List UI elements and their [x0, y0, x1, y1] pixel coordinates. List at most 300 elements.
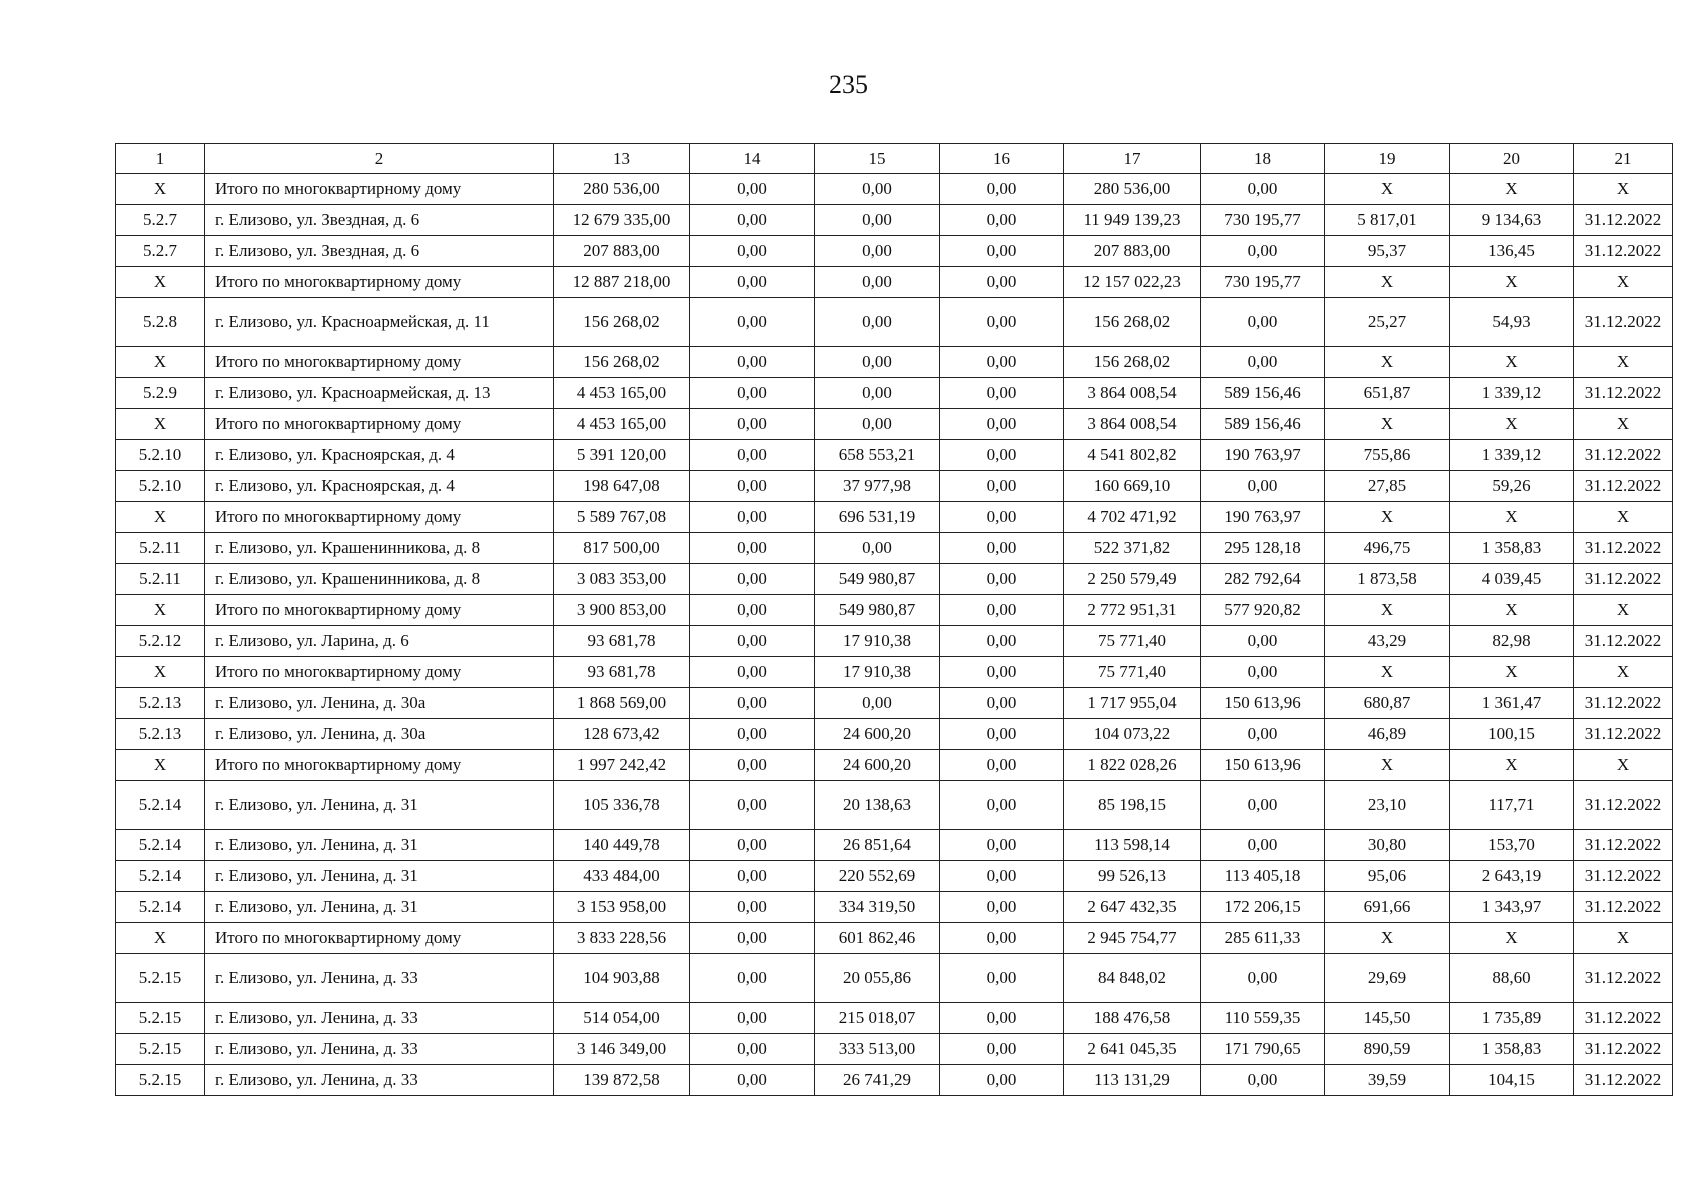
table-cell: 30,80 [1325, 830, 1450, 861]
table-cell: 5.2.15 [116, 1065, 205, 1096]
table-row [116, 1003, 1673, 1034]
table-cell: X [1574, 502, 1673, 533]
table-cell: 0,00 [815, 533, 940, 564]
table-cell: 334 319,50 [815, 892, 940, 923]
table-cell: X [1450, 657, 1574, 688]
table-cell: 1 822 028,26 [1064, 750, 1201, 781]
table-cell: 31.12.2022 [1574, 892, 1673, 923]
table-cell: 5.2.7 [116, 205, 205, 236]
table-cell: 0,00 [940, 502, 1064, 533]
table-cell: 29,69 [1325, 954, 1450, 1003]
table-cell: 0,00 [940, 205, 1064, 236]
table-cell: 17 910,38 [815, 657, 940, 688]
table-cell: 1 339,12 [1450, 440, 1574, 471]
header-cell: 17 [1064, 144, 1201, 174]
table-cell: 93 681,78 [554, 657, 690, 688]
table-cell: 0,00 [940, 267, 1064, 298]
table-cell: 577 920,82 [1201, 595, 1325, 626]
table-cell: 5.2.11 [116, 564, 205, 595]
table-cell: г. Елизово, ул. Красноармейская, д. 11 [205, 298, 554, 347]
table-cell: X [1574, 347, 1673, 378]
table-cell: 150 613,96 [1201, 688, 1325, 719]
table-cell: 1 358,83 [1450, 1034, 1574, 1065]
table-cell: 0,00 [940, 378, 1064, 409]
table-cell: 285 611,33 [1201, 923, 1325, 954]
table-cell: 0,00 [940, 1065, 1064, 1096]
table-cell: 0,00 [1201, 781, 1325, 830]
table-cell: 85 198,15 [1064, 781, 1201, 830]
table-cell: 5.2.13 [116, 688, 205, 719]
table-row [116, 719, 1673, 750]
table-cell: 31.12.2022 [1574, 781, 1673, 830]
table-cell: 1 717 955,04 [1064, 688, 1201, 719]
table-cell: 207 883,00 [554, 236, 690, 267]
table-cell: 5.2.14 [116, 892, 205, 923]
table-cell: 5.2.14 [116, 781, 205, 830]
table-cell: X [1450, 750, 1574, 781]
table-cell: X [1574, 409, 1673, 440]
table-cell: 31.12.2022 [1574, 236, 1673, 267]
table-cell: X [1574, 267, 1673, 298]
table-cell: 3 864 008,54 [1064, 378, 1201, 409]
table-cell: 1 997 242,42 [554, 750, 690, 781]
table-cell: 549 980,87 [815, 595, 940, 626]
table-cell: 0,00 [690, 409, 815, 440]
table-cell: 2 250 579,49 [1064, 564, 1201, 595]
header-cell: 18 [1201, 144, 1325, 174]
table-cell: 0,00 [1201, 471, 1325, 502]
table-cell: г. Елизово, ул. Звездная, д. 6 [205, 205, 554, 236]
table-cell: X [116, 923, 205, 954]
table-cell: 31.12.2022 [1574, 719, 1673, 750]
table-cell: 95,37 [1325, 236, 1450, 267]
table-cell: 0,00 [815, 298, 940, 347]
table-cell: 0,00 [690, 1065, 815, 1096]
table-cell: 198 647,08 [554, 471, 690, 502]
table-cell: г. Елизово, ул. Красноярская, д. 4 [205, 471, 554, 502]
table-cell: г. Елизово, ул. Ленина, д. 33 [205, 1003, 554, 1034]
table-cell: 0,00 [1201, 626, 1325, 657]
table-cell: 0,00 [940, 471, 1064, 502]
table-cell: 0,00 [690, 861, 815, 892]
table-cell: X [1450, 347, 1574, 378]
table-cell: 0,00 [940, 750, 1064, 781]
table-cell: 139 872,58 [554, 1065, 690, 1096]
table-cell: X [1450, 267, 1574, 298]
table-cell: 140 449,78 [554, 830, 690, 861]
table-cell: 0,00 [1201, 954, 1325, 1003]
table-row [116, 626, 1673, 657]
table-cell: 589 156,46 [1201, 409, 1325, 440]
table-cell: 117,71 [1450, 781, 1574, 830]
table-cell: 0,00 [940, 595, 1064, 626]
table-cell: 0,00 [940, 347, 1064, 378]
table-cell: X [116, 267, 205, 298]
table-cell: 0,00 [940, 564, 1064, 595]
table-cell: X [1450, 595, 1574, 626]
table-cell: 2 643,19 [1450, 861, 1574, 892]
table-cell: 0,00 [690, 205, 815, 236]
table-cell: 75 771,40 [1064, 657, 1201, 688]
table-cell: 0,00 [690, 564, 815, 595]
table-cell: 26 851,64 [815, 830, 940, 861]
table-cell: 136,45 [1450, 236, 1574, 267]
table-cell: 0,00 [690, 626, 815, 657]
table-cell: 1 358,83 [1450, 533, 1574, 564]
table-cell: 0,00 [940, 657, 1064, 688]
table-cell: X [1450, 923, 1574, 954]
table-cell: 5.2.12 [116, 626, 205, 657]
table-cell: 0,00 [690, 1034, 815, 1065]
table-cell: 0,00 [690, 174, 815, 205]
table-cell: 11 949 139,23 [1064, 205, 1201, 236]
table-cell: 12 887 218,00 [554, 267, 690, 298]
table-cell: 0,00 [690, 781, 815, 830]
table-cell: 3 864 008,54 [1064, 409, 1201, 440]
table-cell: 0,00 [690, 502, 815, 533]
table-cell: X [116, 347, 205, 378]
table-cell: 0,00 [690, 471, 815, 502]
table-cell: Итого по многоквартирному дому [205, 595, 554, 626]
table-row [116, 892, 1673, 923]
table-cell: 0,00 [815, 267, 940, 298]
table-cell: 1 339,12 [1450, 378, 1574, 409]
table-row [116, 471, 1673, 502]
header-cell: 19 [1325, 144, 1450, 174]
table-cell: 0,00 [690, 657, 815, 688]
table-row [116, 1065, 1673, 1096]
table-row [116, 830, 1673, 861]
table-cell: 5.2.10 [116, 471, 205, 502]
table-cell: 2 641 045,35 [1064, 1034, 1201, 1065]
table-row [116, 298, 1673, 347]
data-table [115, 143, 1673, 1096]
table-cell: г. Елизово, ул. Красноярская, д. 4 [205, 440, 554, 471]
table-cell: X [1325, 409, 1450, 440]
table-cell: 0,00 [1201, 236, 1325, 267]
table-cell: X [116, 750, 205, 781]
table-cell: 730 195,77 [1201, 267, 1325, 298]
table-cell: X [1574, 923, 1673, 954]
table-cell: 0,00 [940, 1034, 1064, 1065]
table-cell: 31.12.2022 [1574, 861, 1673, 892]
header-cell: 15 [815, 144, 940, 174]
table-cell: 433 484,00 [554, 861, 690, 892]
table-cell: 5.2.10 [116, 440, 205, 471]
table-cell: 2 772 951,31 [1064, 595, 1201, 626]
table-cell: 0,00 [940, 1003, 1064, 1034]
table-cell: 31.12.2022 [1574, 626, 1673, 657]
table-cell: 31.12.2022 [1574, 205, 1673, 236]
table-row [116, 205, 1673, 236]
table-cell: 0,00 [940, 719, 1064, 750]
table-row [116, 657, 1673, 688]
table-cell: 0,00 [940, 626, 1064, 657]
table-cell: X [1574, 657, 1673, 688]
table-cell: 549 980,87 [815, 564, 940, 595]
table-cell: 282 792,64 [1201, 564, 1325, 595]
table-cell: 280 536,00 [1064, 174, 1201, 205]
table-cell: 3 153 958,00 [554, 892, 690, 923]
table-cell: 5.2.14 [116, 830, 205, 861]
table-cell: X [1325, 657, 1450, 688]
table-cell: 0,00 [690, 236, 815, 267]
table-cell: 190 763,97 [1201, 440, 1325, 471]
table-cell: г. Елизово, ул. Ленина, д. 31 [205, 830, 554, 861]
table-cell: г. Елизово, ул. Ларина, д. 6 [205, 626, 554, 657]
table-cell: 4 541 802,82 [1064, 440, 1201, 471]
table-cell: 12 157 022,23 [1064, 267, 1201, 298]
table-cell: 31.12.2022 [1574, 954, 1673, 1003]
table-cell: 0,00 [815, 205, 940, 236]
table-cell: 0,00 [690, 533, 815, 564]
table-cell: 0,00 [690, 830, 815, 861]
table-cell: X [1450, 502, 1574, 533]
table-cell: X [1450, 409, 1574, 440]
table-cell: 31.12.2022 [1574, 1003, 1673, 1034]
header-cell: 21 [1574, 144, 1673, 174]
table-cell: 0,00 [940, 781, 1064, 830]
table-row [116, 409, 1673, 440]
table-cell: 5.2.15 [116, 1034, 205, 1065]
table-cell: Итого по многоквартирному дому [205, 923, 554, 954]
table-cell: 93 681,78 [554, 626, 690, 657]
table-cell: 0,00 [1201, 174, 1325, 205]
table-cell: 0,00 [690, 298, 815, 347]
table-cell: 5.2.14 [116, 861, 205, 892]
table-cell: 3 833 228,56 [554, 923, 690, 954]
page-number: 235 [829, 70, 868, 99]
table-cell: 333 513,00 [815, 1034, 940, 1065]
table-cell: 5.2.8 [116, 298, 205, 347]
table-cell: 696 531,19 [815, 502, 940, 533]
table-cell: 160 669,10 [1064, 471, 1201, 502]
table-cell: 188 476,58 [1064, 1003, 1201, 1034]
table-cell: 0,00 [690, 267, 815, 298]
table-body [116, 144, 1673, 1096]
table-row [116, 236, 1673, 267]
table-cell: 190 763,97 [1201, 502, 1325, 533]
table-cell: 23,10 [1325, 781, 1450, 830]
table-cell: Итого по многоквартирному дому [205, 409, 554, 440]
table-row [116, 861, 1673, 892]
table-cell: 75 771,40 [1064, 626, 1201, 657]
table-cell: 651,87 [1325, 378, 1450, 409]
table-cell: 4 453 165,00 [554, 409, 690, 440]
table-cell: 0,00 [940, 892, 1064, 923]
table-cell: 88,60 [1450, 954, 1574, 1003]
table-cell: 5 391 120,00 [554, 440, 690, 471]
header-cell: 20 [1450, 144, 1574, 174]
table-cell: 113 598,14 [1064, 830, 1201, 861]
table-cell: 128 673,42 [554, 719, 690, 750]
table-cell: 2 647 432,35 [1064, 892, 1201, 923]
table-cell: 150 613,96 [1201, 750, 1325, 781]
table-row [116, 1034, 1673, 1065]
table-cell: 39,59 [1325, 1065, 1450, 1096]
table-cell: 4 702 471,92 [1064, 502, 1201, 533]
table-cell: г. Елизово, ул. Ленина, д. 31 [205, 861, 554, 892]
table-cell: 145,50 [1325, 1003, 1450, 1034]
table-cell: 0,00 [940, 174, 1064, 205]
table-cell: 43,29 [1325, 626, 1450, 657]
table-cell: X [1325, 502, 1450, 533]
table-row [116, 502, 1673, 533]
table-cell: 0,00 [690, 892, 815, 923]
table-cell: 84 848,02 [1064, 954, 1201, 1003]
table-cell: 0,00 [940, 954, 1064, 1003]
table-cell: 1 868 569,00 [554, 688, 690, 719]
table-cell: 0,00 [690, 923, 815, 954]
table-cell: 172 206,15 [1201, 892, 1325, 923]
table-cell: 0,00 [815, 688, 940, 719]
table-row [116, 954, 1673, 1003]
table-cell: 1 735,89 [1450, 1003, 1574, 1034]
table-cell: 104 903,88 [554, 954, 690, 1003]
table-cell: X [1325, 923, 1450, 954]
table-cell: 1 361,47 [1450, 688, 1574, 719]
header-cell: 2 [205, 144, 554, 174]
table-cell: 680,87 [1325, 688, 1450, 719]
table-cell: 0,00 [815, 409, 940, 440]
table-cell: 12 679 335,00 [554, 205, 690, 236]
table-cell: 31.12.2022 [1574, 533, 1673, 564]
table-cell: 31.12.2022 [1574, 471, 1673, 502]
table-cell: 17 910,38 [815, 626, 940, 657]
table-cell: 3 083 353,00 [554, 564, 690, 595]
table-cell: 31.12.2022 [1574, 298, 1673, 347]
table-cell: г. Елизово, ул. Ленина, д. 33 [205, 1034, 554, 1065]
table-row [116, 378, 1673, 409]
table-cell: X [1325, 750, 1450, 781]
table-cell: 514 054,00 [554, 1003, 690, 1034]
table-cell: г. Елизово, ул. Ленина, д. 30а [205, 719, 554, 750]
table-cell: 5 589 767,08 [554, 502, 690, 533]
table-cell: г. Елизово, ул. Крашенинникова, д. 8 [205, 564, 554, 595]
table-cell: X [1574, 174, 1673, 205]
table-row [116, 781, 1673, 830]
table-row [116, 595, 1673, 626]
table-cell: X [1574, 595, 1673, 626]
table-cell: 691,66 [1325, 892, 1450, 923]
table-cell: 0,00 [940, 236, 1064, 267]
table-cell: 1 873,58 [1325, 564, 1450, 595]
table-cell: 31.12.2022 [1574, 688, 1673, 719]
table-cell: 153,70 [1450, 830, 1574, 861]
table-row [116, 440, 1673, 471]
table-cell: 280 536,00 [554, 174, 690, 205]
table-row [116, 564, 1673, 595]
table-cell: 100,15 [1450, 719, 1574, 750]
table-cell: 5.2.15 [116, 1003, 205, 1034]
table-cell: 0,00 [1201, 657, 1325, 688]
table-cell: 0,00 [940, 298, 1064, 347]
table-cell: 0,00 [815, 347, 940, 378]
table-row [116, 267, 1673, 298]
table-cell: X [1574, 750, 1673, 781]
table-cell: Итого по многоквартирному дому [205, 502, 554, 533]
table-cell: 0,00 [690, 378, 815, 409]
table-cell: 215 018,07 [815, 1003, 940, 1034]
table-cell: г. Елизово, ул. Ленина, д. 31 [205, 781, 554, 830]
table-cell: Итого по многоквартирному дому [205, 174, 554, 205]
table-cell: 730 195,77 [1201, 205, 1325, 236]
table-cell: 31.12.2022 [1574, 440, 1673, 471]
table-row [116, 688, 1673, 719]
table-cell: 20 138,63 [815, 781, 940, 830]
table-cell: Итого по многоквартирному дому [205, 347, 554, 378]
table-cell: 522 371,82 [1064, 533, 1201, 564]
table-cell: 755,86 [1325, 440, 1450, 471]
table-cell: 99 526,13 [1064, 861, 1201, 892]
header-cell: 1 [116, 144, 205, 174]
table-cell: 0,00 [940, 688, 1064, 719]
table-cell: X [1325, 347, 1450, 378]
table-cell: X [1450, 174, 1574, 205]
table-cell: 4 453 165,00 [554, 378, 690, 409]
table-cell: 0,00 [1201, 347, 1325, 378]
header-cell: 16 [940, 144, 1064, 174]
table-cell: 601 862,46 [815, 923, 940, 954]
table-cell: 156 268,02 [1064, 347, 1201, 378]
table-cell: 27,85 [1325, 471, 1450, 502]
table-cell: 5.2.15 [116, 954, 205, 1003]
table-cell: 2 945 754,77 [1064, 923, 1201, 954]
table-cell: 0,00 [1201, 298, 1325, 347]
table-cell: 0,00 [690, 440, 815, 471]
table-cell: 0,00 [690, 595, 815, 626]
table-cell: 3 146 349,00 [554, 1034, 690, 1065]
table-cell: 0,00 [1201, 719, 1325, 750]
table-cell: г. Елизово, ул. Ленина, д. 30а [205, 688, 554, 719]
table-cell: 82,98 [1450, 626, 1574, 657]
table-cell: 0,00 [815, 378, 940, 409]
table-cell: X [116, 595, 205, 626]
table-cell: 0,00 [690, 1003, 815, 1034]
table-cell: 37 977,98 [815, 471, 940, 502]
table-cell: 110 559,35 [1201, 1003, 1325, 1034]
table-cell: 658 553,21 [815, 440, 940, 471]
table-row [116, 347, 1673, 378]
table-cell: 295 128,18 [1201, 533, 1325, 564]
table-cell: 24 600,20 [815, 719, 940, 750]
table-cell: 1 343,97 [1450, 892, 1574, 923]
table-cell: 59,26 [1450, 471, 1574, 502]
table-cell: 0,00 [940, 440, 1064, 471]
table-cell: 105 336,78 [554, 781, 690, 830]
table-cell: г. Елизово, ул. Ленина, д. 31 [205, 892, 554, 923]
table-cell: X [116, 657, 205, 688]
table-cell: Итого по многоквартирному дому [205, 267, 554, 298]
table-cell: 0,00 [940, 923, 1064, 954]
table-cell: 171 790,65 [1201, 1034, 1325, 1065]
table-cell: 26 741,29 [815, 1065, 940, 1096]
table-cell: 0,00 [690, 347, 815, 378]
table-cell: г. Елизово, ул. Ленина, д. 33 [205, 1065, 554, 1096]
table-cell: 0,00 [940, 533, 1064, 564]
table-cell: 54,93 [1450, 298, 1574, 347]
table-cell: 3 900 853,00 [554, 595, 690, 626]
header-cell: 14 [690, 144, 815, 174]
table-cell: 890,59 [1325, 1034, 1450, 1065]
table-cell: 31.12.2022 [1574, 1034, 1673, 1065]
table-cell: 31.12.2022 [1574, 1065, 1673, 1096]
table-cell: 20 055,86 [815, 954, 940, 1003]
table-cell: 0,00 [690, 954, 815, 1003]
table-cell: 113 405,18 [1201, 861, 1325, 892]
table-cell: 24 600,20 [815, 750, 940, 781]
table-cell: 0,00 [1201, 1065, 1325, 1096]
